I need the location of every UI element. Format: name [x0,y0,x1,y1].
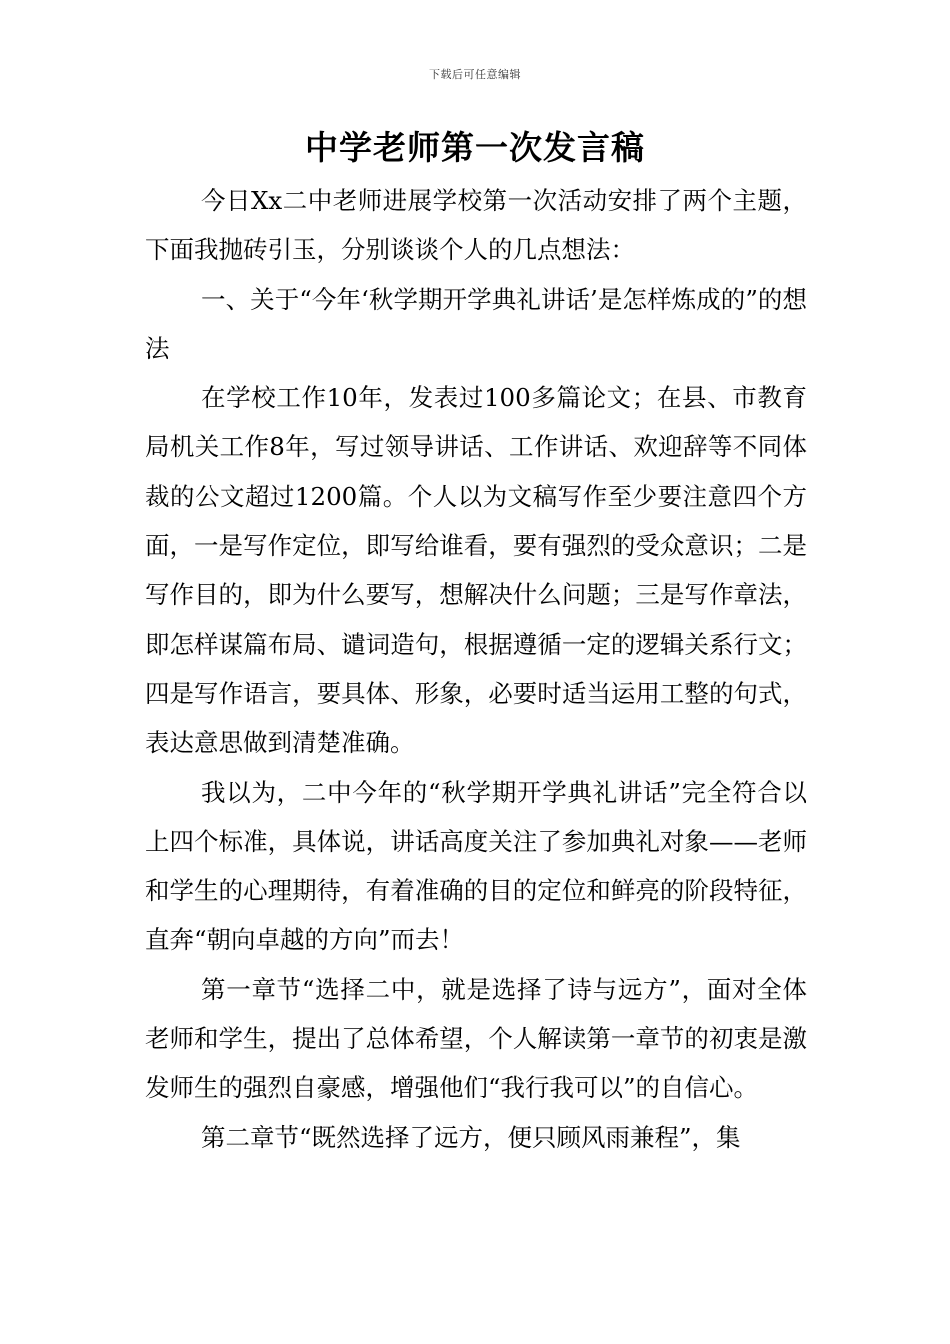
paragraph-chapter-two: 第二章节“既然选择了远方，便只顾风雨兼程”，集 [201,1122,741,1152]
document-body [145,176,807,1162]
document-title: 中学老师第一次发言稿 [305,128,645,167]
header-note: 下载后可任意编辑 [429,68,521,81]
paragraph-opinion: 我以为，二中今年的“秋学期开学典礼讲话”完全符合以上四个标准，具体说，讲话高度关注了参加典礼对象——老师和学生的心理期待，有着准确的目的定位和鲜亮的阶段特征，直奔“朝向卓越的方向”而去！ [145,777,807,955]
paragraph-section-heading: 一、关于“今年‘秋学期开学典礼讲话’是怎样炼成的”的想法 [145,284,807,363]
paragraph-intro: 今日Xx二中老师进展学校第一次活动安排了两个主题，下面我抛砖引玉，分别谈谈个人的几点想法： [145,186,807,265]
paragraph-chapter-one: 第一章节“选择二中，就是选择了诗与远方”，面对全体老师和学生，提出了总体希望，个人解读第一章节的初衷是激发师生的强烈自豪感，增强他们“我行我可以”的自信心。 [145,974,807,1103]
paragraph-writing-experience: 在学校工作10年，发表过100多篇论文；在县、市教育局机关工作8年，写过领导讲话、工作讲话、欢迎辞等不同体裁的公文超过1200篇。个人以为文稿写作至少要注意四个方面，一是写作定位，即写给谁看，要有强烈的受众意识；二是写作目的，即为什么要写，想解决什么问题；三是写作章法，即怎样谋篇布局、谴词造句，根据遵循一定的逻辑关系行文；四是写作语言，要具体、形象，必要时适当运用工整的句式，表达意思做到清楚准确。 [145,383,807,758]
